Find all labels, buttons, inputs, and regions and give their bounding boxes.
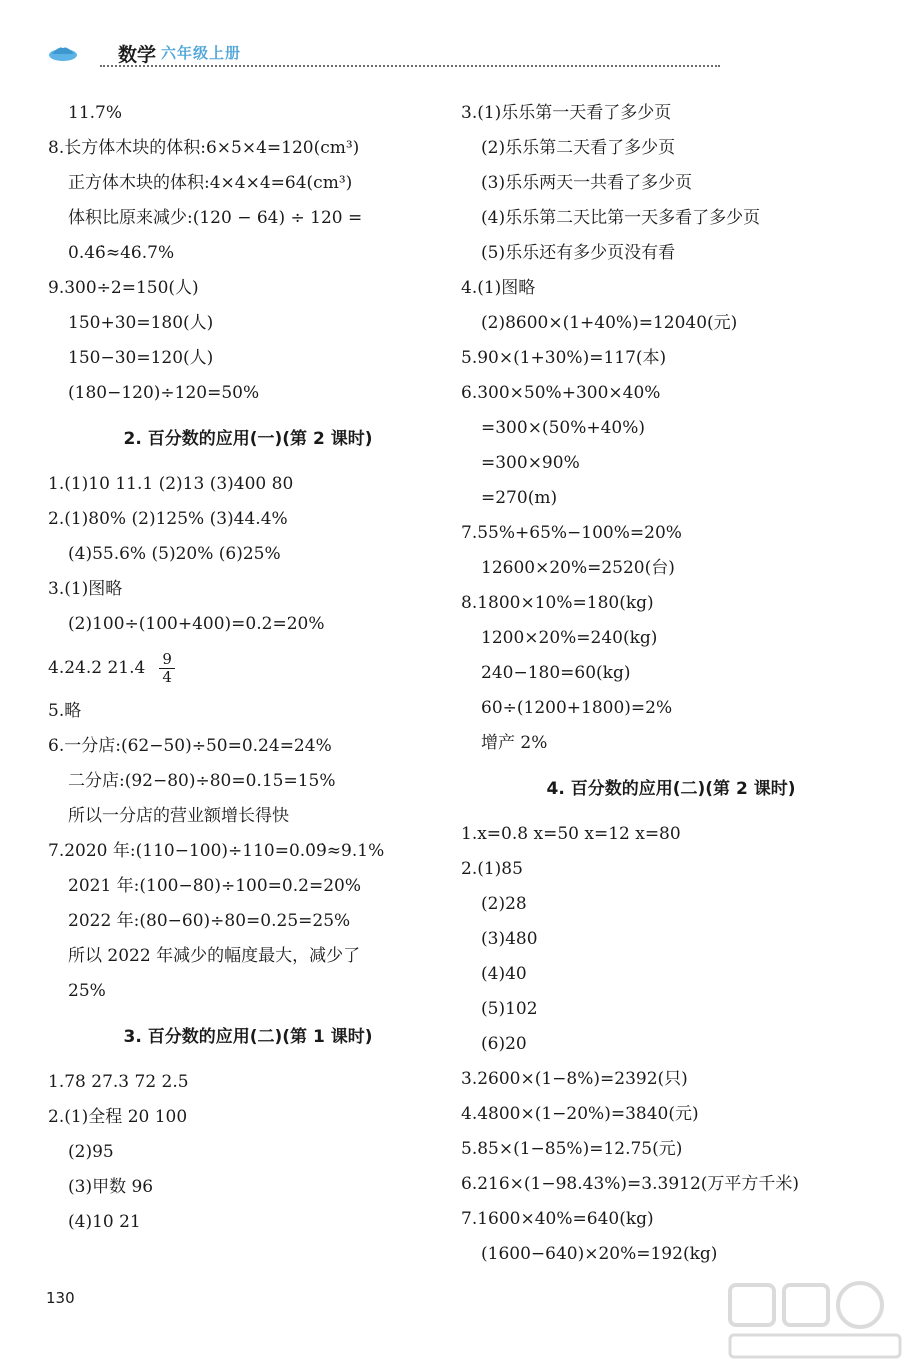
answer-line: 4.4800×(1−20%)=3840(元) bbox=[461, 1104, 699, 1124]
answer-line: (2)8600×(1+40%)=12040(元) bbox=[481, 313, 738, 333]
answer-line: 5.85×(1−85%)=12.75(元) bbox=[461, 1139, 683, 1159]
answer-line: 增产 2% bbox=[481, 733, 548, 753]
answer-line: (3)甲数 96 bbox=[68, 1177, 154, 1197]
answer-line: (4)40 bbox=[481, 964, 527, 984]
answer-text: 4.24.2 21.4 bbox=[48, 658, 146, 678]
answer-line: =300×90% bbox=[481, 453, 580, 473]
answer-line: 150−30=120(人) bbox=[68, 348, 214, 368]
answer-line: 2.(1)85 bbox=[461, 859, 523, 879]
answer-line: (4)55.6% (5)20% (6)25% bbox=[68, 544, 281, 564]
answer-line: 1.(1)10 11.1 (2)13 (3)400 80 bbox=[48, 474, 294, 494]
answer-line: 1200×20%=240(kg) bbox=[481, 628, 658, 648]
answer-line: (2)28 bbox=[481, 894, 527, 914]
answer-line: 6.一分店:(62−50)÷50=0.24=24% bbox=[48, 736, 332, 756]
answer-line: 3.(1)乐乐第一天看了多少页 bbox=[461, 103, 672, 123]
answer-line: (6)20 bbox=[481, 1034, 527, 1054]
answer-line: (3)480 bbox=[481, 929, 538, 949]
answer-line: 二分店:(92−80)÷80=0.15=15% bbox=[68, 771, 336, 791]
answer-line: 0.46̇≈46.7% bbox=[68, 243, 175, 263]
answer-line: (1600−640)×20%=192(kg) bbox=[481, 1244, 718, 1264]
answer-line: 60÷(1200+1800)=2% bbox=[481, 698, 673, 718]
page-number: 130 bbox=[46, 1289, 75, 1307]
section-heading: 4. 百分数的应用(二)(第 2 课时) bbox=[546, 779, 796, 799]
answer-line: (2)乐乐第二天看了多少页 bbox=[481, 138, 676, 158]
fraction-numerator: 9 bbox=[159, 651, 175, 669]
answer-line: 2.(1)全程 20 100 bbox=[48, 1107, 188, 1127]
answer-line: 25% bbox=[68, 981, 106, 1001]
answer-line: 7.55%+65%−100%=20% bbox=[461, 523, 682, 543]
answer-line: 12600×20%=2520(台) bbox=[481, 558, 675, 578]
left-column bbox=[48, 96, 448, 1240]
answer-line: (2)100÷(100+400)=0.2=20% bbox=[68, 614, 325, 634]
answer-line bbox=[48, 642, 448, 694]
book-logo-icon bbox=[48, 38, 78, 62]
fraction bbox=[159, 651, 175, 686]
section-heading: 2. 百分数的应用(一)(第 2 课时) bbox=[123, 429, 373, 449]
answer-line: 3.(1)图略 bbox=[48, 579, 123, 599]
answer-line: 4.(1)图略 bbox=[461, 278, 536, 298]
answer-line: (4)10 21 bbox=[68, 1212, 141, 1232]
section-heading: 3. 百分数的应用(二)(第 1 课时) bbox=[123, 1027, 373, 1047]
answer-line: 7.1600×40%=640(kg) bbox=[461, 1209, 654, 1229]
answer-line: 1.x=0.8 x=50 x=12 x=80 bbox=[461, 824, 681, 844]
answer-line: 所以 2022 年减少的幅度最大，减少了 bbox=[68, 946, 361, 966]
answer-line: (3)乐乐两天一共看了多少页 bbox=[481, 173, 693, 193]
answer-line: 5.90×(1+30%)=117(本) bbox=[461, 348, 667, 368]
answer-line: (4)乐乐第二天比第一天多看了多少页 bbox=[481, 208, 761, 228]
answer-line: 9.300÷2=150(人) bbox=[48, 278, 199, 298]
answer-line: (5)102 bbox=[481, 999, 538, 1019]
header-grade: 六年级上册 bbox=[158, 42, 244, 63]
answer-line: 6.300×50%+300×40% bbox=[461, 383, 661, 403]
answer-line: 正方体木块的体积:4×4×4=64(cm³) bbox=[68, 173, 353, 193]
answer-line: 2.(1)80% (2)125% (3)44.4% bbox=[48, 509, 288, 529]
answer-line: 6.216×(1−98.43%)=3.3912(万平方千米) bbox=[461, 1174, 800, 1194]
answer-line: 1.78 27.3 72 2.5 bbox=[48, 1072, 189, 1092]
answer-line: 2022 年:(80−60)÷80=0.25=25% bbox=[68, 911, 351, 931]
answer-line: 所以一分店的营业额增长得快 bbox=[68, 806, 289, 826]
answer-line: 7.2020 年:(110−100)÷110=0.0̇9̇≈9.1% bbox=[48, 841, 385, 861]
answer-line: 240−180=60(kg) bbox=[481, 663, 631, 683]
header-subject: 数学 bbox=[118, 44, 157, 66]
answer-line: (180−120)÷120=50% bbox=[68, 383, 260, 403]
answer-line: (2)95 bbox=[68, 1142, 114, 1162]
watermark-logo-icon bbox=[720, 1275, 910, 1365]
answer-line: 150+30=180(人) bbox=[68, 313, 214, 333]
answer-line: 11.7% bbox=[68, 103, 123, 123]
page-header bbox=[40, 34, 900, 74]
answer-line: 3.2600×(1−8%)=2392(只) bbox=[461, 1069, 688, 1089]
answer-line: 5.略 bbox=[48, 701, 82, 721]
answer-line: =300×(50%+40%) bbox=[481, 418, 646, 438]
right-column bbox=[461, 96, 881, 1272]
answer-line: (5)乐乐还有多少页没有看 bbox=[481, 243, 676, 263]
answer-line: =270(m) bbox=[481, 488, 558, 508]
header-rule bbox=[100, 65, 720, 67]
answer-line: 2021 年:(100−80)÷100=0.2=20% bbox=[68, 876, 361, 896]
fraction-denominator: 4 bbox=[162, 668, 172, 686]
answer-line: 8.1800×10%=180(kg) bbox=[461, 593, 654, 613]
answer-line: 8.长方体木块的体积:6×5×4=120(cm³) bbox=[48, 138, 360, 158]
answer-line: 体积比原来减少:(120 − 64) ÷ 120 = bbox=[68, 208, 363, 228]
